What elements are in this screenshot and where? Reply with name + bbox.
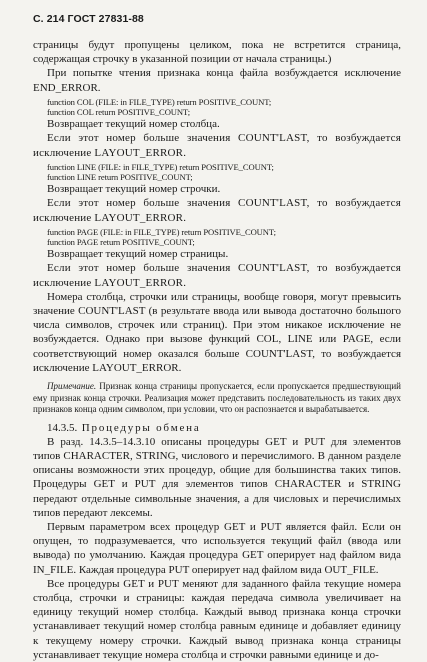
paragraph-first-param: Первым параметром всех процедур GET и PUT является файл. Если он опущен, то подразумевается, что используется текущий файл (ввода или вывода) по умолчанию. Каждая процедура GET оперирует над файлом вида IN_FILE. Каждая процедура PUT оперирует над файлом вида OUT_FILE. bbox=[33, 521, 401, 576]
paragraph-end-error: При попытке чтения признака конца файла возбуждается исключение END_ERROR. bbox=[33, 67, 401, 94]
col-exception-text: Если этот номер больше значения COUNT'LAST, то возбуждается исключение LAYOUT_ERROR. bbox=[33, 132, 401, 159]
section-heading bbox=[33, 421, 401, 435]
section-number: 14.3.5. bbox=[47, 421, 78, 434]
paragraph-continued: страницы будут пропущены целиком, пока не встретится страница, содержащая строчку в указанной позиции от начала страницы.) bbox=[33, 39, 401, 66]
code-line-file bbox=[33, 162, 401, 172]
code-col-file bbox=[33, 97, 401, 107]
page-header: С. 214 ГОСТ 27831-88 bbox=[33, 13, 144, 25]
code-text: function PAGE (FILE: in FILE_TYPE) return POSITIVE_COUNT; bbox=[47, 226, 276, 237]
page-exception-text: Если этот номер больше значения COUNT'LAST, то возбуждается исключение LAYOUT_ERROR. bbox=[33, 262, 401, 289]
code-text: function COL (FILE: in FILE_TYPE) return POSITIVE_COUNT; bbox=[47, 96, 272, 107]
paragraph-all-procs: Все процедуры GET и PUT меняют для заданного файла текущие номера столбца, строчки и страницы: каждая передача символа увеличивает на единицу текущий номер столбца. Каждый вывод признака конца строчки устанавливает текущий номер столбца равным единице и добавляет единицу к текущему номеру строчки. Каждый вывод признака конца страницы устанавливает текущие номера столбца и строчки равными единице и до- bbox=[33, 577, 401, 661]
note-paragraph bbox=[33, 381, 401, 416]
note-lead: Примечание. bbox=[47, 381, 97, 392]
code-line bbox=[33, 172, 401, 182]
note-text: Признак конца страницы пропускается, если пропускается предшествующий ему признак конца строчки. Реализация может представить последовательность из таких двух признаков конца одним символом, при условии, что он распознается и вырабатывается. bbox=[33, 381, 401, 415]
code-page-file bbox=[33, 227, 401, 237]
code-text: function COL return POSITIVE_COUNT; bbox=[47, 107, 190, 118]
page-content bbox=[33, 38, 401, 662]
code-page bbox=[33, 237, 401, 247]
page-return-text: Возвращает текущий номер страницы. bbox=[47, 248, 229, 261]
line-return-text: Возвращает текущий номер строчки. bbox=[47, 183, 221, 196]
code-text: function LINE return POSITIVE_COUNT; bbox=[47, 172, 193, 183]
paragraph-numbers: Номера столбца, строчки или страницы, вообще говоря, могут превысить значение COUNT'LAST (в результате ввода или вывода достаточно большого числа символов, строчек или страниц). При этом никакое исключение не возбуждается. Однако при вызове функций COL, LINE или PAGE, если соответствующий номер оказался больше COUNT'LAST, то возбуждается исключение LAYOUT_ERROR. bbox=[33, 290, 401, 374]
code-col bbox=[33, 107, 401, 117]
paragraph-section-intro: В разд. 14.3.5–14.3.10 описаны процедуры GET и PUT для элементов типов CHARACTER, STRING, числового и перечислимого. В данном разделе описаны возможности этих процедур, общие для большинства таких типов. Процедуры GET и PUT для элементов типов CHARACTER и STRING передают отдельные символьные значения, а для числовых и перечислимых типов передают лексемы. bbox=[33, 435, 401, 519]
col-return-text: Возвращает текущий номер столбца. bbox=[47, 118, 220, 131]
section-title: Процедуры обмена bbox=[77, 421, 201, 434]
code-text: function LINE (FILE: in FILE_TYPE) return POSITIVE_COUNT; bbox=[47, 161, 274, 172]
line-exception-text: Если этот номер больше значения COUNT'LAST, то возбуждается исключение LAYOUT_ERROR. bbox=[33, 197, 401, 224]
code-text: function PAGE return POSITIVE_COUNT; bbox=[47, 237, 195, 248]
